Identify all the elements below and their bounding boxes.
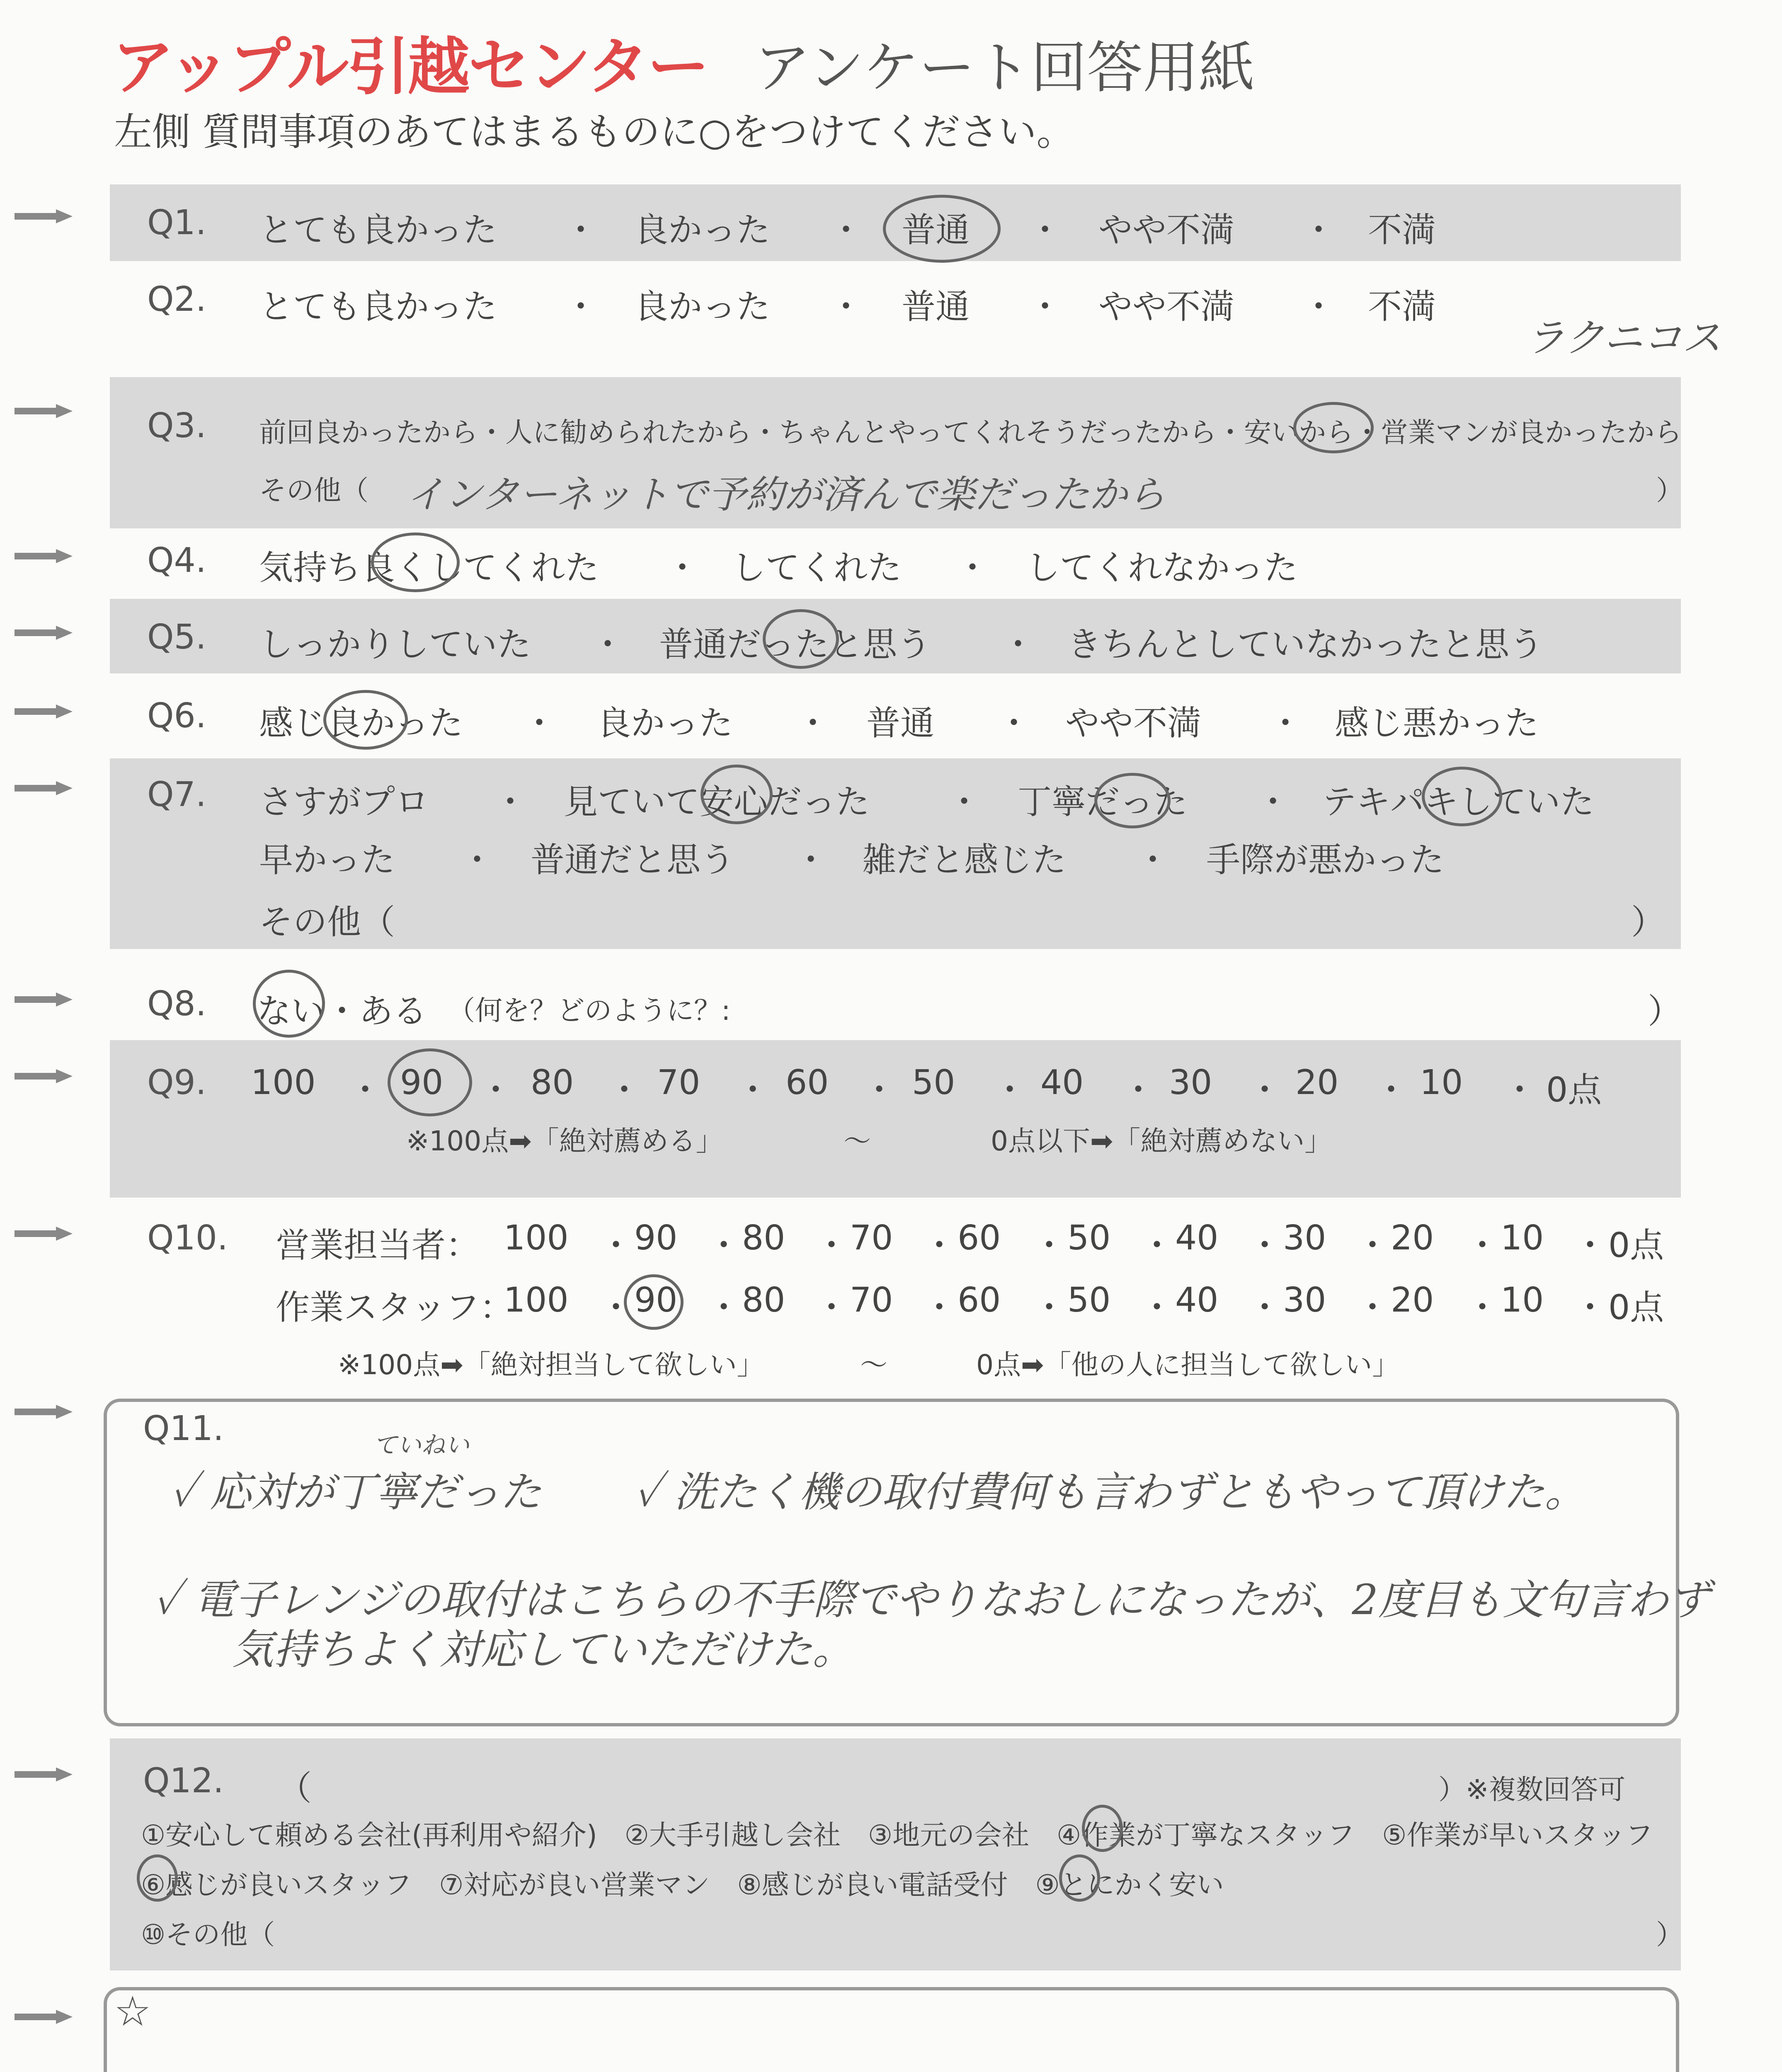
q11-comment-line: ✓ 洗たく機の取付費何も言わずともやって頂けた。 [634, 1468, 1586, 1516]
q10-staff-label: 作業スタッフ： [276, 1288, 514, 1327]
q2-option[interactable]: 不満 [1368, 287, 1436, 327]
instruction: 左側 質問事項のあてはまるものに○をつけてください。 [114, 110, 1075, 154]
q9-sep: ・ [479, 1070, 513, 1110]
q9-value[interactable]: 70 [657, 1063, 701, 1102]
q1-option-selected[interactable]: 普通 [902, 211, 970, 250]
q7-sep: ・ [1136, 840, 1170, 880]
q1-option[interactable]: とても良かった [259, 211, 497, 250]
q4-sep: ・ [665, 548, 700, 588]
q11-box[interactable] [104, 1399, 1679, 1726]
answer-circle [371, 533, 460, 592]
q9-value[interactable]: 50 [912, 1063, 955, 1102]
q11-label: Q11. [143, 1409, 224, 1448]
q9-note-low: 0点以下➡「絶対薦めない」 [991, 1125, 1332, 1157]
q11-comment-line: 気持ちよく対応していただけた。 [232, 1625, 854, 1674]
q10-sep: ・ [1140, 1226, 1174, 1265]
q6-sep: ・ [997, 704, 1031, 743]
q10-note-high: ※100点➡「絶対担当して欲しい」 [338, 1349, 764, 1381]
q6-option-selected[interactable]: 感じ良かった [259, 704, 463, 743]
q10-sales-value[interactable]: 50 [1067, 1218, 1111, 1258]
q2-label: Q2. [147, 280, 206, 319]
q10-sep: ・ [1248, 1226, 1282, 1265]
company-name: アップル引越センター [112, 31, 708, 103]
answer-circle [137, 1854, 178, 1902]
answer-circle [1094, 773, 1171, 828]
answer-circle [1059, 1854, 1100, 1902]
answer-circle [253, 970, 325, 1038]
q10-staff-value-selected[interactable]: 90 [634, 1280, 678, 1320]
answer-circle [388, 1048, 472, 1116]
answer-circle [1422, 767, 1502, 826]
q10-sales-label: 営業担当者： [276, 1226, 480, 1265]
answer-circle [1293, 402, 1374, 453]
q7-option[interactable]: 普通だと思う [531, 840, 735, 880]
answer-circle [1082, 1805, 1123, 1852]
q12-options-row[interactable]: ⑥感じが良いスタッフ ⑦対応が良い営業マン ⑧感じが良い電話受付 ⑨とにかく安い [141, 1869, 1224, 1901]
arrow-icon [15, 704, 73, 719]
q2-option[interactable]: やや不満 [1098, 287, 1235, 327]
q9-sep: ・ [1248, 1070, 1282, 1110]
q9-value-selected[interactable]: 90 [400, 1063, 444, 1102]
q9-sep: ・ [348, 1070, 383, 1110]
q2-sep: ・ [829, 287, 863, 327]
q10-sep: ・ [922, 1288, 957, 1327]
q2-option[interactable]: とても良かった [259, 287, 497, 327]
q10-sep: ・ [1140, 1288, 1174, 1327]
q2-option[interactable]: 普通 [902, 287, 970, 327]
answer-circle [701, 765, 773, 824]
q10-staff-value[interactable]: 30 [1283, 1280, 1326, 1320]
q8-options[interactable]: ない・ある [257, 992, 427, 1031]
q5-option-selected[interactable]: 普通だったと思う [659, 625, 931, 664]
q2-sep: ・ [564, 287, 598, 327]
q7-sep: ・ [794, 840, 828, 880]
q9-sep: ・ [1121, 1070, 1156, 1110]
q9-sep: ・ [1374, 1070, 1409, 1110]
q10-sep: ・ [1573, 1226, 1607, 1265]
q2-option[interactable]: 良かった [634, 287, 771, 327]
q8-label: Q8. [147, 984, 206, 1024]
q3-other-text[interactable]: インターネットで予約が済んで楽だったから [406, 472, 1166, 517]
q7-other-label: その他（ [259, 903, 395, 942]
answer-circle [624, 1274, 684, 1330]
q9-sep: ・ [993, 1070, 1027, 1110]
arrow-icon [15, 1069, 73, 1083]
q1-sep: ・ [829, 211, 863, 250]
q12-other-label: ⑩その他（ [141, 1919, 275, 1951]
arrow-icon [15, 1405, 73, 1419]
q7-option[interactable]: 早かった [259, 840, 395, 880]
arrow-icon [15, 2010, 73, 2024]
q10-sep: ・ [707, 1226, 741, 1265]
q10-tilde: ～ [860, 1349, 887, 1381]
q7-sep: ・ [493, 782, 528, 822]
q4-sep: ・ [955, 548, 990, 588]
q11-comment-line: ✓ 電子レンジの取付はこちらの不手際でやりなおしになったが、2度目も文句言わず [153, 1576, 1710, 1624]
q3-label: Q3. [147, 406, 206, 445]
q1-option[interactable]: 良かった [634, 211, 771, 250]
q7-option[interactable]: さすがプロ [259, 782, 429, 822]
q8-hint: （何を？どのように？: [448, 995, 731, 1026]
q10-sep: ・ [922, 1226, 957, 1265]
q10-sales-value[interactable]: 20 [1391, 1218, 1434, 1258]
q10-staff-value[interactable]: 40 [1175, 1280, 1219, 1320]
q7-close: ） [1631, 903, 1666, 942]
q10-sep: ・ [1032, 1226, 1067, 1265]
q7-option[interactable]: 手際が悪かった [1206, 840, 1445, 880]
q10-sep: ・ [1355, 1226, 1390, 1265]
q9-value[interactable]: 20 [1295, 1063, 1339, 1102]
q9-value[interactable]: 10 [1420, 1063, 1463, 1102]
q6-option[interactable]: 感じ悪かった [1335, 704, 1539, 743]
q10-sales-value[interactable]: 90 [634, 1218, 678, 1258]
arrow-icon [15, 1767, 73, 1782]
q9-value[interactable]: 100 [251, 1063, 316, 1102]
q10-sales-value[interactable]: 100 [504, 1218, 569, 1258]
q9-tilde: ～ [844, 1125, 871, 1157]
q5-option[interactable]: きちんとしていなかったと思う [1067, 625, 1544, 664]
q9-value[interactable]: 30 [1169, 1063, 1212, 1102]
q1-sep: ・ [1028, 211, 1062, 250]
q7-sep: ・ [1256, 782, 1290, 822]
q12-paren-close: ）※複数回答可 [1438, 1774, 1626, 1806]
q7-sep: ・ [460, 840, 495, 880]
q10-sep: ・ [815, 1288, 849, 1327]
q10-sales-value[interactable]: 10 [1501, 1218, 1544, 1258]
q6-option[interactable]: やや不満 [1065, 704, 1202, 743]
arrow-icon [15, 1227, 73, 1241]
arrow-icon [15, 209, 73, 223]
q7-option-selected[interactable]: 丁寧だった [1018, 782, 1188, 822]
q10-staff-value[interactable]: 0点 [1608, 1288, 1664, 1327]
q10-staff-value[interactable]: 80 [742, 1280, 786, 1320]
q12-paren-open: （ [278, 1769, 312, 1808]
q10-staff-value[interactable]: 100 [504, 1280, 569, 1320]
q10-sep: ・ [599, 1226, 633, 1265]
q8-close: ） [1648, 992, 1682, 1031]
q10-sep: ・ [1355, 1288, 1390, 1327]
arrow-icon [15, 992, 73, 1007]
q10-staff-value[interactable]: 10 [1501, 1280, 1544, 1320]
q10-sales-value[interactable]: 40 [1175, 1218, 1219, 1258]
q5-sep: ・ [1001, 625, 1035, 664]
q12-close: ） [1656, 1919, 1683, 1951]
q4-label: Q4. [147, 541, 206, 580]
margin-note: ラクニコス [1525, 315, 1722, 361]
q12-options-row[interactable]: ①安心して頼める会社(再利用や紹介) ②大手引越し会社 ③地元の会社 ④作業が丁寧なスタッフ ⑤作業が早いスタッフ [141, 1819, 1653, 1851]
q1-label: Q1. [147, 203, 206, 242]
q10-label: Q10. [147, 1218, 228, 1258]
q9-value[interactable]: 40 [1040, 1063, 1084, 1102]
q10-sep: ・ [1248, 1288, 1282, 1327]
q6-option[interactable]: 普通 [866, 704, 935, 743]
q7-label: Q7. [147, 775, 206, 814]
form-title: アンケート回答用紙 [754, 35, 1255, 100]
q7-option-selected[interactable]: テキパキしていた [1322, 782, 1595, 822]
q3-close: ） [1656, 474, 1683, 506]
q6-option[interactable]: 良かった [597, 704, 733, 743]
arrow-icon [15, 781, 73, 795]
q10-staff-value[interactable]: 50 [1067, 1280, 1111, 1320]
q4-option[interactable]: してくれた [732, 548, 902, 588]
arrow-icon [15, 404, 73, 418]
q9-sep: ・ [736, 1070, 770, 1110]
q5-sep: ・ [591, 625, 625, 664]
q5-option[interactable]: しっかりしていた [259, 625, 531, 664]
q9-sep: ・ [607, 1070, 642, 1110]
q10-sep: ・ [1465, 1288, 1500, 1327]
q10-sales-value[interactable]: 60 [958, 1218, 1001, 1258]
q6-sep: ・ [1268, 704, 1303, 743]
q9-sep: ・ [862, 1070, 897, 1110]
q10-note-low: 0点➡「他の人に担当して欲しい」 [976, 1349, 1400, 1381]
q1-option[interactable]: 不満 [1368, 211, 1436, 250]
q10-sales-value[interactable]: 0点 [1608, 1226, 1664, 1265]
q10-sep: ・ [1032, 1288, 1067, 1327]
q5-label: Q5. [147, 617, 206, 657]
q7-sep: ・ [947, 782, 982, 822]
q10-sales-value[interactable]: 70 [850, 1218, 893, 1258]
q10-staff-value[interactable]: 70 [850, 1280, 893, 1320]
star-icon: ☆ [114, 1987, 151, 2036]
q9-value[interactable]: 60 [786, 1063, 829, 1102]
q9-value[interactable]: 0点 [1546, 1070, 1602, 1110]
q9-value[interactable]: 80 [531, 1063, 574, 1102]
q11-insert-note: ていねい [373, 1431, 470, 1459]
q1-sep: ・ [564, 211, 598, 250]
q10-staff-value[interactable]: 20 [1391, 1280, 1434, 1320]
q1-option[interactable]: やや不満 [1098, 211, 1235, 250]
q10-sep: ・ [1465, 1226, 1500, 1265]
q11-comment-line: ✓ 応対が丁寧だった [170, 1468, 542, 1516]
q2-sep: ・ [1028, 287, 1062, 327]
q10-sep: ・ [1573, 1288, 1607, 1327]
q1-sep: ・ [1302, 211, 1336, 250]
q10-sep: ・ [599, 1288, 633, 1327]
q3-other-label: その他（ [259, 474, 369, 506]
q7-option-selected[interactable]: 見ていて安心だった [564, 782, 870, 822]
arrow-icon [15, 549, 73, 563]
arrow-icon [15, 626, 73, 640]
q10-sep: ・ [707, 1288, 741, 1327]
q6-label: Q6. [147, 696, 206, 736]
q2-sep: ・ [1302, 287, 1336, 327]
q9-sep: ・ [1503, 1070, 1537, 1110]
q4-option-selected[interactable]: 気持ち良くしてくれた [259, 548, 599, 588]
free-comment-box[interactable] [104, 1987, 1679, 2072]
q4-option[interactable]: してくれなかった [1026, 548, 1298, 588]
q9-label: Q9. [147, 1063, 206, 1102]
q10-sales-value[interactable]: 30 [1283, 1218, 1326, 1258]
q7-option[interactable]: 雑だと感じた [862, 840, 1067, 880]
answer-circle [883, 195, 1001, 263]
q12-label: Q12. [143, 1761, 224, 1801]
answer-circle [763, 609, 839, 669]
q10-sales-value[interactable]: 80 [742, 1218, 786, 1258]
q10-sep: ・ [815, 1226, 849, 1265]
q6-sep: ・ [522, 704, 557, 743]
q10-staff-value[interactable]: 60 [958, 1280, 1001, 1320]
q9-note-high: ※100点➡「絶対薦める」 [406, 1125, 723, 1157]
answer-circle [323, 690, 408, 750]
q6-sep: ・ [796, 704, 830, 743]
q3-options[interactable]: 前回良かったから・人に勧められたから・ちゃんとやってくれそうだったから・安いから・営業マンが良かったから [259, 416, 1682, 448]
